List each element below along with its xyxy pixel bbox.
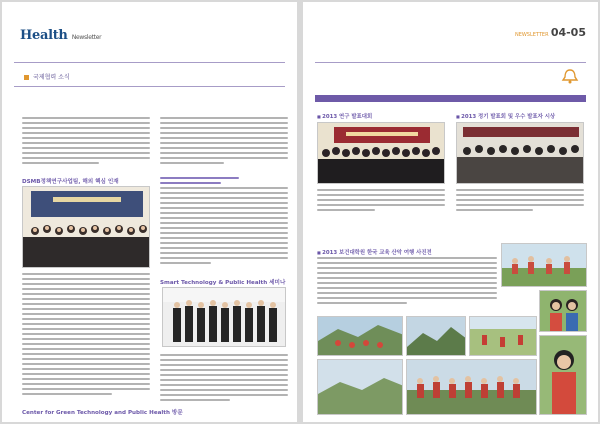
section-rule	[14, 86, 285, 87]
photo-regular-presentation	[456, 122, 584, 184]
seminar-photo-image	[163, 288, 286, 347]
photo-trail	[469, 316, 537, 356]
right-page	[303, 2, 598, 422]
photo-research-event	[317, 122, 445, 184]
summit-group-photo	[407, 360, 537, 415]
ridge-photo	[407, 317, 466, 356]
photo-group-meeting	[22, 186, 150, 268]
photo-hikers-top	[501, 243, 587, 287]
panorama-photo	[318, 360, 403, 415]
photo-ridge	[406, 316, 466, 356]
section-label: 국제협력 소식	[24, 72, 70, 81]
research-event-photo	[318, 123, 445, 184]
column-2-body-text	[160, 177, 288, 271]
caption-research-event: ■ 2013 연구 발표대회	[317, 112, 372, 120]
photo-summit-group	[406, 359, 537, 415]
column-2-intro-text	[160, 117, 288, 167]
column-2-footer-text	[160, 354, 288, 406]
column-1-intro-text	[22, 117, 150, 171]
heading-dsmb: DSMB정책연구사업팀, 해외 핵심 인재	[22, 179, 119, 185]
caption-regular-presentation: ■ 2013 정기 발표회 및 우수 발표자 시상	[456, 112, 555, 120]
mountain-trip-text	[317, 257, 497, 311]
heading-smart-tech: Smart Technology & Public Health 세미나	[160, 280, 286, 286]
header-rule	[315, 62, 586, 63]
issue-indicator	[515, 26, 586, 39]
couple-photo	[540, 291, 587, 332]
left-page	[2, 2, 297, 422]
research-event-text	[317, 189, 445, 217]
photo-couple	[539, 290, 587, 332]
heading-center-green-tech: Center for Green Technology and Public Health 방문	[22, 410, 183, 416]
page-numbers: 04-05	[550, 26, 586, 39]
photo-hike-group	[317, 316, 403, 356]
photo-portrait	[539, 335, 587, 415]
bell-icon	[561, 68, 579, 84]
hikers-photo-top	[502, 244, 587, 287]
regular-presentation-photo	[457, 123, 584, 184]
regular-presentation-text	[456, 189, 584, 217]
trail-photo	[470, 317, 537, 356]
photo-panorama	[317, 359, 403, 415]
column-1-body-text	[22, 273, 150, 401]
logo-suffix: Newsletter	[71, 34, 102, 41]
caption-mountain-trip: ■ 2013 보건대학원 한국 교육 산악 여행 사진전	[317, 248, 432, 256]
logo-name: Health	[20, 28, 68, 43]
section-banner	[315, 95, 586, 102]
hike-group-photo	[318, 317, 403, 356]
newsletter-logo	[20, 28, 101, 43]
group-photo-image	[23, 187, 150, 268]
issue-label: NEWSLETTER	[514, 32, 549, 38]
portrait-photo	[540, 336, 587, 415]
photo-seminar	[162, 287, 286, 347]
header-rule	[14, 62, 285, 63]
